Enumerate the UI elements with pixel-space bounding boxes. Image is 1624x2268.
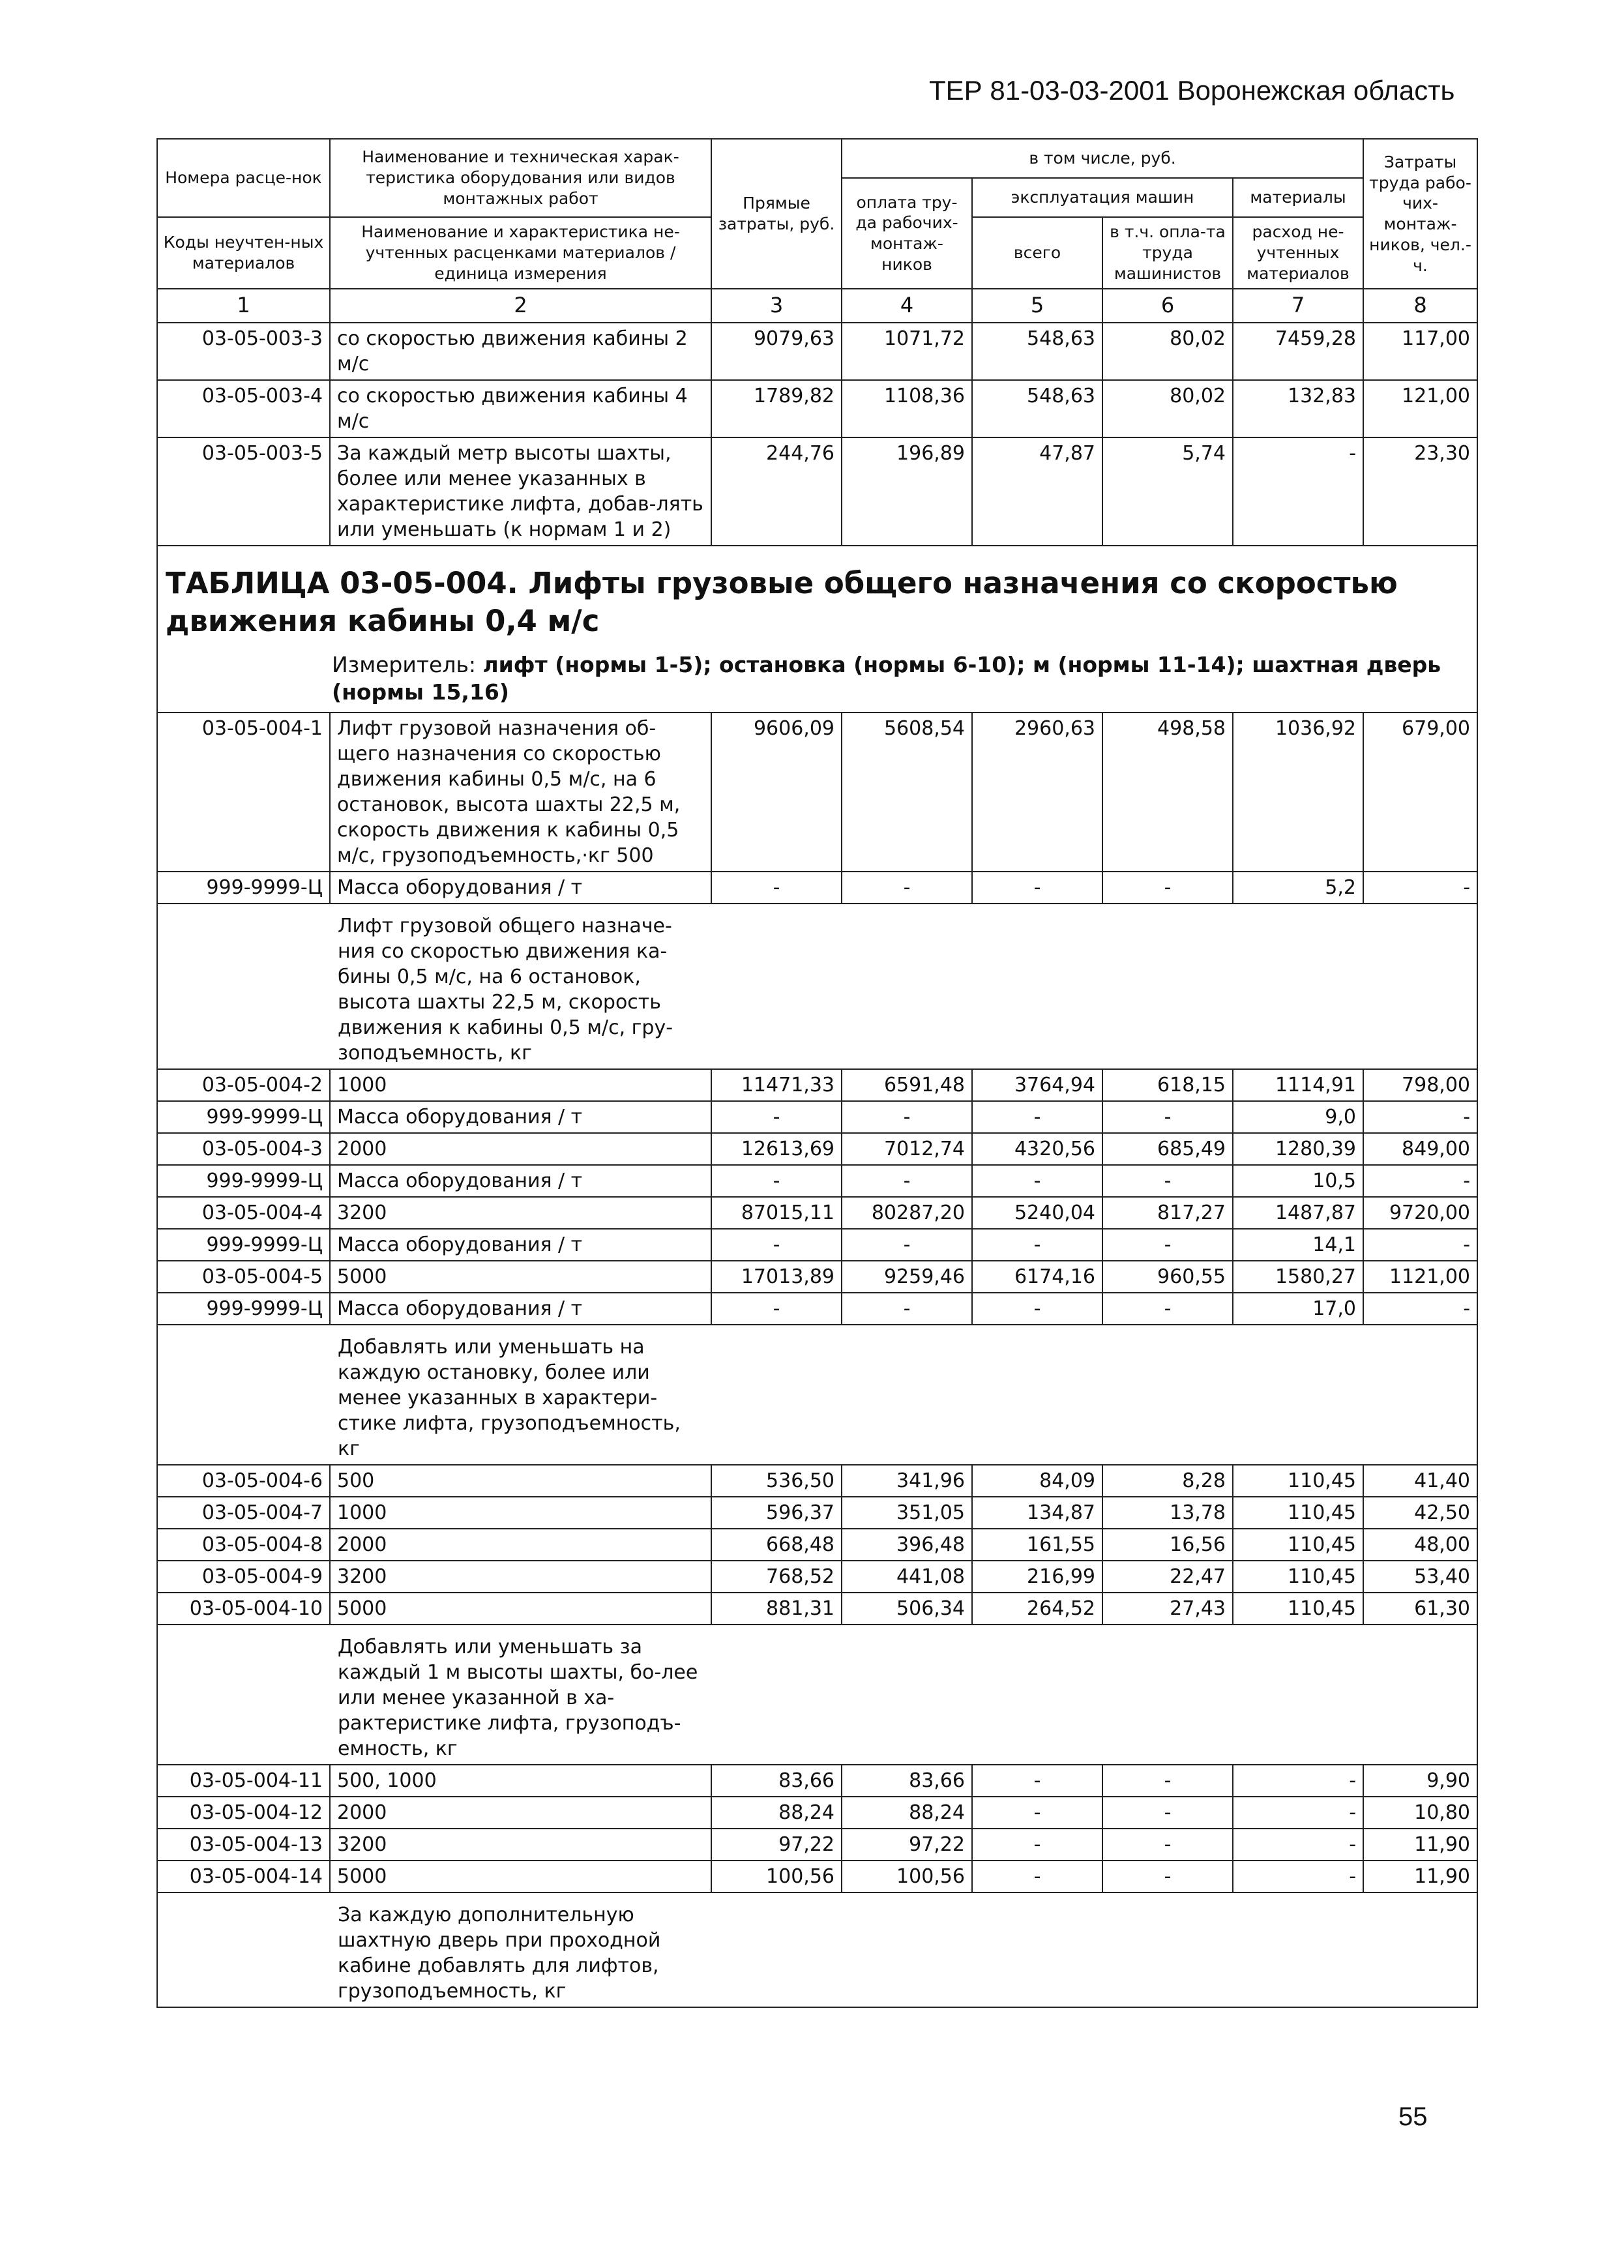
table-row	[157, 1593, 1477, 1625]
table-row	[157, 1861, 1477, 1892]
wages: 9259,46	[842, 1261, 972, 1293]
direct-cost: 17013,89	[711, 1261, 842, 1293]
machinist-wages: -	[1102, 1765, 1233, 1797]
machinist-wages: 5,74	[1102, 437, 1233, 546]
wages: 83,66	[842, 1765, 972, 1797]
machinist-wages: 22,47	[1102, 1561, 1233, 1593]
machines-total: -	[972, 1101, 1102, 1133]
labor-hours: 9720,00	[1363, 1197, 1477, 1229]
group-caption-row	[157, 904, 1477, 1069]
labor-hours: 117,00	[1363, 323, 1477, 380]
wages: 1071,72	[842, 323, 972, 380]
labor-hours: 121,00	[1363, 380, 1477, 437]
table-row	[157, 1197, 1477, 1229]
rate-code: 03-05-003-5	[157, 437, 330, 546]
rate-code: 999-9999-Ц	[157, 1165, 330, 1197]
table-row	[157, 1101, 1477, 1133]
rate-name: Лифт грузовой назначения об-щего назначения со скоростью движения кабины 0,5 м/с, на 6 остановок, высота шахты 22,5 м, скорость движения к кабины 0,5 м/с, грузоподъемность,·кг 500	[330, 713, 711, 872]
machinist-wages: -	[1102, 1101, 1233, 1133]
wages: -	[842, 872, 972, 904]
machinist-wages: -	[1102, 1829, 1233, 1861]
table-row	[157, 323, 1477, 380]
direct-cost: 11471,33	[711, 1069, 842, 1101]
rate-name: 5000	[330, 1261, 711, 1293]
table-row	[157, 713, 1477, 872]
direct-cost: -	[711, 1165, 842, 1197]
machinist-wages: 80,02	[1102, 323, 1233, 380]
rate-name: 500, 1000	[330, 1765, 711, 1797]
machines-total: 548,63	[972, 380, 1102, 437]
machines-total: 161,55	[972, 1529, 1102, 1561]
labor-hours: -	[1363, 872, 1477, 904]
table-row	[157, 380, 1477, 437]
blank-cell	[157, 904, 330, 1069]
rate-code: 999-9999-Ц	[157, 1229, 330, 1261]
machinist-wages: 13,78	[1102, 1497, 1233, 1529]
group-caption	[330, 1892, 1477, 2007]
machinist-wages: 16,56	[1102, 1529, 1233, 1561]
rate-code: 999-9999-Ц	[157, 1293, 330, 1325]
materials: 110,45	[1233, 1593, 1363, 1625]
rate-code: 03-05-004-5	[157, 1261, 330, 1293]
labor-hours: 23,30	[1363, 437, 1477, 546]
rate-name: 3200	[330, 1561, 711, 1593]
wages: -	[842, 1293, 972, 1325]
machines-total: 6174,16	[972, 1261, 1102, 1293]
direct-cost: 536,50	[711, 1465, 842, 1497]
direct-cost: -	[711, 1229, 842, 1261]
col-mach-total: всего	[972, 217, 1102, 289]
col-name-top: Наименование и техническая харак-теристика оборудования или видов монтажных работ	[330, 139, 711, 217]
machinist-wages: -	[1102, 1165, 1233, 1197]
machines-total: 548,63	[972, 323, 1102, 380]
materials: 17,0	[1233, 1293, 1363, 1325]
machines-total: 216,99	[972, 1561, 1102, 1593]
machines-total: 2960,63	[972, 713, 1102, 872]
wages: 6591,48	[842, 1069, 972, 1101]
measure-value: лифт (нормы 1-5); остановка (нормы 6-10); м (нормы 11-14); шахтная дверь (нормы 15,16)	[332, 651, 1441, 705]
wages: 351,05	[842, 1497, 972, 1529]
table-row	[157, 872, 1477, 904]
rate-code: 999-9999-Ц	[157, 1101, 330, 1133]
machinist-wages: 80,02	[1102, 380, 1233, 437]
direct-cost: 87015,11	[711, 1197, 842, 1229]
rate-name: 1000	[330, 1497, 711, 1529]
col-wages: оплата тру-да рабочих-монтаж-ников	[842, 178, 972, 289]
labor-hours: 798,00	[1363, 1069, 1477, 1101]
labor-hours: 61,30	[1363, 1593, 1477, 1625]
materials: -	[1233, 1765, 1363, 1797]
rate-name: 5000	[330, 1861, 711, 1892]
machinist-wages: -	[1102, 1797, 1233, 1829]
wages: 80287,20	[842, 1197, 972, 1229]
machinist-wages: -	[1102, 1861, 1233, 1892]
page-number: 55	[1398, 2102, 1428, 2131]
table-row	[157, 1561, 1477, 1593]
rate-code: 03-05-004-8	[157, 1529, 330, 1561]
group-caption-text: Добавлять или уменьшать за каждый 1 м высоты шахты, бо-лее или менее указанной в ха-рактеристике лифта, грузоподъ-емность, кг	[338, 1636, 698, 1761]
machines-total: 47,87	[972, 437, 1102, 546]
labor-hours: -	[1363, 1229, 1477, 1261]
table-row	[157, 1797, 1477, 1829]
direct-cost: 596,37	[711, 1497, 842, 1529]
labor-hours: 41,40	[1363, 1465, 1477, 1497]
direct-cost: 83,66	[711, 1765, 842, 1797]
direct-cost: 244,76	[711, 437, 842, 546]
col-code-top: Номера расце-нок	[157, 139, 330, 217]
measure-line: Измеритель: лифт (нормы 1-5); остановка (нормы 6-10); м (нормы 11-14); шахтная дверь (нормы 15,16)	[332, 651, 1441, 705]
machines-total: 5240,04	[972, 1197, 1102, 1229]
labor-hours: 11,90	[1363, 1861, 1477, 1892]
materials: -	[1233, 1829, 1363, 1861]
direct-cost: -	[711, 872, 842, 904]
machinist-wages: 618,15	[1102, 1069, 1233, 1101]
materials: 110,45	[1233, 1561, 1363, 1593]
materials: 110,45	[1233, 1465, 1363, 1497]
labor-hours: 849,00	[1363, 1133, 1477, 1165]
col-mach-wages: в т.ч. опла-та труда машинистов	[1102, 217, 1233, 289]
machines-total: -	[972, 1293, 1102, 1325]
rate-name: За каждый метр высоты шахты, более или менее указанных в характеристике лифта, добав-лять или уменьшать (к нормам 1 и 2)	[330, 437, 711, 546]
table-row	[157, 1293, 1477, 1325]
rate-name: 1000	[330, 1069, 711, 1101]
rate-name: Масса оборудования / т	[330, 1229, 711, 1261]
table-title-cell	[157, 546, 1477, 713]
direct-cost: 1789,82	[711, 380, 842, 437]
direct-cost: -	[711, 1293, 842, 1325]
machines-total: 3764,94	[972, 1069, 1102, 1101]
table-row	[157, 1529, 1477, 1561]
direct-cost: 97,22	[711, 1829, 842, 1861]
machines-total: -	[972, 1765, 1102, 1797]
machinist-wages: 817,27	[1102, 1197, 1233, 1229]
group-caption	[330, 1325, 1477, 1465]
machinist-wages: 960,55	[1102, 1261, 1233, 1293]
col-mat-unaccounted: расход не-учтенных материалов	[1233, 217, 1363, 289]
table-row	[157, 1829, 1477, 1861]
machinist-wages: 27,43	[1102, 1593, 1233, 1625]
col-incl: в том числе, руб.	[842, 139, 1363, 178]
materials: 110,45	[1233, 1529, 1363, 1561]
wages: -	[842, 1101, 972, 1133]
materials: -	[1233, 1861, 1363, 1892]
group-caption-text: Добавлять или уменьшать на каждую остановку, более или менее указанных в характери-стике лифта, грузоподъемность, кг	[338, 1336, 681, 1461]
direct-cost: 9606,09	[711, 713, 842, 872]
table-row	[157, 1497, 1477, 1529]
materials: 9,0	[1233, 1101, 1363, 1133]
table-title: ТАБЛИЦА 03-05-004. Лифты грузовые общего назначения со скоростью движения кабины 0,4 м/с	[166, 565, 1398, 639]
rate-code: 03-05-004-11	[157, 1765, 330, 1797]
wages: 5608,54	[842, 713, 972, 872]
wages: 7012,74	[842, 1133, 972, 1165]
rate-code: 03-05-003-4	[157, 380, 330, 437]
machines-total: -	[972, 1861, 1102, 1892]
labor-hours: 1121,00	[1363, 1261, 1477, 1293]
labor-hours: 48,00	[1363, 1529, 1477, 1561]
rates-table	[156, 138, 1478, 2008]
wages: 396,48	[842, 1529, 972, 1561]
machines-total: -	[972, 1829, 1102, 1861]
rate-name: Масса оборудования / т	[330, 1293, 711, 1325]
labor-hours: -	[1363, 1293, 1477, 1325]
group-caption-text: За каждую дополнительную шахтную дверь при проходной кабине добавлять для лифтов, грузоподъемность, кг	[338, 1904, 661, 2003]
direct-cost: 668,48	[711, 1529, 842, 1561]
table-row	[157, 1133, 1477, 1165]
rate-code: 03-05-004-9	[157, 1561, 330, 1593]
direct-cost: 881,31	[711, 1593, 842, 1625]
group-caption-row	[157, 1325, 1477, 1465]
col-code-bottom: Коды неучтен-ных материалов	[157, 217, 330, 289]
col-machines: эксплуатация машин	[972, 178, 1233, 217]
rate-code: 03-05-004-14	[157, 1861, 330, 1892]
materials: 10,5	[1233, 1165, 1363, 1197]
rate-name: Масса оборудования / т	[330, 872, 711, 904]
wages: 441,08	[842, 1561, 972, 1593]
direct-cost: 12613,69	[711, 1133, 842, 1165]
table-row	[157, 1069, 1477, 1101]
materials: 5,2	[1233, 872, 1363, 904]
rate-code: 03-05-004-12	[157, 1797, 330, 1829]
wages: 100,56	[842, 1861, 972, 1892]
machines-total: 264,52	[972, 1593, 1102, 1625]
rate-name: 500	[330, 1465, 711, 1497]
col-name-bottom: Наименование и характеристика не-учтенных расценками материалов / единица измерения	[330, 217, 711, 289]
group-caption	[330, 1625, 1477, 1765]
labor-hours: 10,80	[1363, 1797, 1477, 1829]
rate-name: 2000	[330, 1529, 711, 1561]
table-row	[157, 1165, 1477, 1197]
rate-code: 03-05-004-10	[157, 1593, 330, 1625]
machinist-wages: 498,58	[1102, 713, 1233, 872]
column-numbers-row: 1 2 3 4 5 6 7 8	[157, 289, 1477, 323]
materials: 1487,87	[1233, 1197, 1363, 1229]
machines-total: 84,09	[972, 1465, 1102, 1497]
wages: -	[842, 1229, 972, 1261]
materials: 7459,28	[1233, 323, 1363, 380]
table-row	[157, 437, 1477, 546]
direct-cost: 768,52	[711, 1561, 842, 1593]
materials: 110,45	[1233, 1497, 1363, 1529]
page-header: ТЕР 81-03-03-2001 Воронежская область	[929, 75, 1455, 106]
rate-code: 03-05-004-4	[157, 1197, 330, 1229]
materials: 14,1	[1233, 1229, 1363, 1261]
rate-name: 5000	[330, 1593, 711, 1625]
direct-cost: 9079,63	[711, 323, 842, 380]
table-row	[157, 1765, 1477, 1797]
group-caption-text: Лифт грузовой общего назначе-ния со скоростью движения ка-бины 0,5 м/с, на 6 остановок, высота шахты 22,5 м, скорость движения к кабины 0,5 м/с, гру-зоподъемность, кг	[338, 915, 673, 1065]
machines-total: 4320,56	[972, 1133, 1102, 1165]
labor-hours: 42,50	[1363, 1497, 1477, 1529]
labor-hours: 11,90	[1363, 1829, 1477, 1861]
direct-cost: -	[711, 1101, 842, 1133]
rate-name: со скоростью движения кабины 4 м/с	[330, 380, 711, 437]
blank-cell	[157, 1325, 330, 1465]
rate-name: 2000	[330, 1133, 711, 1165]
materials: -	[1233, 437, 1363, 546]
rate-code: 03-05-004-7	[157, 1497, 330, 1529]
table-row	[157, 1229, 1477, 1261]
machines-total: -	[972, 872, 1102, 904]
rate-code: 03-05-004-13	[157, 1829, 330, 1861]
machinist-wages: -	[1102, 1229, 1233, 1261]
col-labor: Затраты труда рабо-чих-монтаж-ников, чел.-ч.	[1363, 139, 1477, 289]
table-row	[157, 1261, 1477, 1293]
labor-hours: 679,00	[1363, 713, 1477, 872]
machinist-wages: 8,28	[1102, 1465, 1233, 1497]
materials: 1280,39	[1233, 1133, 1363, 1165]
machines-total: -	[972, 1229, 1102, 1261]
rate-name: 3200	[330, 1829, 711, 1861]
rate-name: со скоростью движения кабины 2 м/с	[330, 323, 711, 380]
group-caption-row	[157, 1892, 1477, 2007]
group-caption	[330, 904, 1477, 1069]
materials: 1036,92	[1233, 713, 1363, 872]
rate-code: 999-9999-Ц	[157, 872, 330, 904]
rate-name: Масса оборудования / т	[330, 1165, 711, 1197]
wages: 341,96	[842, 1465, 972, 1497]
labor-hours: 9,90	[1363, 1765, 1477, 1797]
rate-code: 03-05-004-1	[157, 713, 330, 872]
labor-hours: -	[1363, 1165, 1477, 1197]
direct-cost: 88,24	[711, 1797, 842, 1829]
materials: -	[1233, 1797, 1363, 1829]
rate-name: 3200	[330, 1197, 711, 1229]
machinist-wages: -	[1102, 872, 1233, 904]
rate-code: 03-05-004-2	[157, 1069, 330, 1101]
wages: 1108,36	[842, 380, 972, 437]
machinist-wages: 685,49	[1102, 1133, 1233, 1165]
col-materials: материалы	[1233, 178, 1363, 217]
materials: 1114,91	[1233, 1069, 1363, 1101]
rate-name: Масса оборудования / т	[330, 1101, 711, 1133]
wages: 196,89	[842, 437, 972, 546]
rate-code: 03-05-003-3	[157, 323, 330, 380]
machinist-wages: -	[1102, 1293, 1233, 1325]
col-direct: Прямые затраты, руб.	[711, 139, 842, 289]
table-row	[157, 1465, 1477, 1497]
blank-cell	[157, 1625, 330, 1765]
group-caption-row	[157, 1625, 1477, 1765]
materials: 1580,27	[1233, 1261, 1363, 1293]
machines-total: -	[972, 1165, 1102, 1197]
rate-name: 2000	[330, 1797, 711, 1829]
machines-total: -	[972, 1797, 1102, 1829]
rate-code: 03-05-004-6	[157, 1465, 330, 1497]
blank-cell	[157, 1892, 330, 2007]
wages: 506,34	[842, 1593, 972, 1625]
labor-hours: -	[1363, 1101, 1477, 1133]
wages: -	[842, 1165, 972, 1197]
direct-cost: 100,56	[711, 1861, 842, 1892]
labor-hours: 53,40	[1363, 1561, 1477, 1593]
wages: 97,22	[842, 1829, 972, 1861]
rate-code: 03-05-004-3	[157, 1133, 330, 1165]
materials: 132,83	[1233, 380, 1363, 437]
machines-total: 134,87	[972, 1497, 1102, 1529]
wages: 88,24	[842, 1797, 972, 1829]
